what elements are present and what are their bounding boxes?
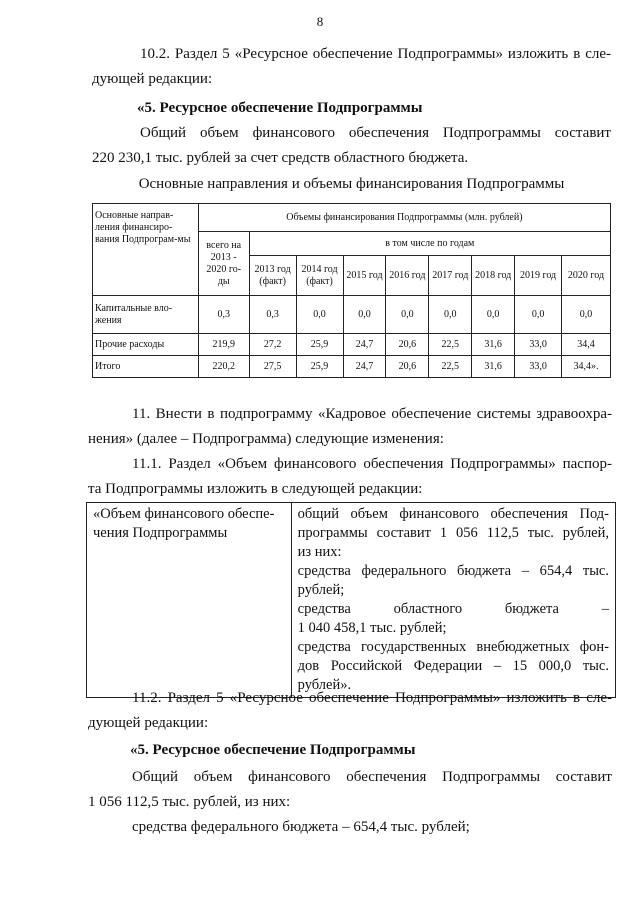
year-header: 2020 год [562,256,611,296]
section-heading-2: «5. Ресурсное обеспечение Подпрограммы [130,742,416,758]
table-cell: 0,3 [249,296,296,334]
table-cell: 0,3 [198,296,249,334]
table-row [93,334,611,356]
funding-text-2-line1: Общий объем финансового обеспечения Подпрограммы составит [132,769,612,785]
table-cell: 0,0 [429,296,472,334]
paragraph-11-line2: нения» (далее – Подпрограмма) следующие изменения: [88,431,444,447]
passport-value-line: общий объем финансового обеспечения Под- [297,506,609,522]
table-cell: 219,9 [198,334,249,356]
table-header-volumes: Объемы финансирования Подпрограммы (млн. рублей) [198,204,610,232]
passport-value-line: средства областного бюджета – [297,601,609,617]
row-label: Итого [93,356,199,378]
table-title: Основные направления и объемы финансирования Подпрограммы [138,176,565,192]
funding-text-line1: Общий объем финансового обеспечения Подпрограммы составит [140,125,611,141]
row-label: Прочие расходы [93,334,199,356]
table-row [93,356,611,378]
paragraph-10-2-line1: 10.2. Раздел 5 «Ресурсное обеспечение Подпрограммы» изложить в сле- [140,46,611,62]
table-cell: 33,0 [515,334,562,356]
table-cell: 24,7 [343,356,386,378]
table-cell: 220,2 [198,356,249,378]
passport-value-line: средства федерального бюджета – 654,4 тыс. [297,563,609,579]
table-cell: 22,5 [429,334,472,356]
table-cell: 20,6 [386,356,429,378]
passport-value-line: дов Российской Федерации – 15 000,0 тыс. [297,658,609,674]
passport-value-line: программы составит 1 056 112,5 тыс. рублей, [297,525,609,541]
passport-value-line: 1 040 458,1 тыс. рублей; [297,620,447,636]
year-header: 2017 год [429,256,472,296]
paragraph-11-2-line1: 11.2. Раздел 5 «Ресурсное обеспечение Подпрограммы» изложить в сле- [132,690,612,706]
table-cell: 0,0 [386,296,429,334]
table-cell: 31,6 [472,356,515,378]
paragraph-11-1-line1: 11.1. Раздел «Объем финансового обеспечения Подпрограммы» паспор- [132,456,612,472]
passport-value-line: из них: [297,544,342,560]
passport-value-line: средства государственных внебюджетных фон- [297,639,609,655]
year-header: 2019 год [515,256,562,296]
table-header-by-years: в том числе по годам [249,232,610,256]
table-cell: 27,2 [249,334,296,356]
passport-value-line: рублей». [297,677,352,693]
table-header-directions: Основные направ-ления финансиро-вания Подпрограм-мы [93,204,199,296]
section-heading-1: «5. Ресурсное обеспечение Подпрограммы [137,100,423,116]
paragraph-10-2-line2: дующей редакции: [92,71,213,87]
passport-label-line: чения Подпрограммы [93,525,228,541]
passport-value-cell [291,503,615,698]
funding-table [92,203,611,378]
table-cell: 33,0 [515,356,562,378]
year-header: 2016 год [386,256,429,296]
row-label: Капитальные вло-жения [93,296,199,334]
funding-text-line2: 220 230,1 тыс. рублей за счет средств областного бюджета. [92,150,469,166]
table-cell: 34,4 [562,334,611,356]
year-header: 2015 год [343,256,386,296]
table-cell: 24,7 [343,334,386,356]
table-row [93,296,611,334]
table-cell: 0,0 [562,296,611,334]
table-header-total: всего на 2013 - 2020 го-ды [198,232,249,296]
paragraph-11-2-line2: дующей редакции: [88,715,209,731]
table-cell: 34,4». [562,356,611,378]
passport-label-cell [87,503,292,698]
passport-value-line: рублей; [297,582,345,598]
table-cell: 31,6 [472,334,515,356]
paragraph-11-1-line2: та Подпрограммы изложить в следующей редакции: [88,481,423,497]
table-cell: 0,0 [472,296,515,334]
year-header: 2014 год (факт) [296,256,343,296]
year-header: 2018 год [472,256,515,296]
funding-text-2-line3: средства федерального бюджета – 654,4 тыс. рублей; [132,819,470,835]
table-cell: 22,5 [429,356,472,378]
table-cell: 0,0 [296,296,343,334]
year-header: 2013 год (факт) [249,256,296,296]
table-cell: 0,0 [343,296,386,334]
table-cell: 20,6 [386,334,429,356]
passport-label-line: «Объем финансового обеспе- [93,506,275,522]
paragraph-11-line1: 11. Внести в подпрограмму «Кадровое обеспечение системы здравоохра- [132,406,612,422]
passport-table [86,502,616,698]
table-cell: 25,9 [296,334,343,356]
table-cell: 25,9 [296,356,343,378]
funding-text-2-line2: 1 056 112,5 тыс. рублей, из них: [88,794,291,810]
page-number: 8 [316,14,324,29]
table-cell: 27,5 [249,356,296,378]
table-cell: 0,0 [515,296,562,334]
